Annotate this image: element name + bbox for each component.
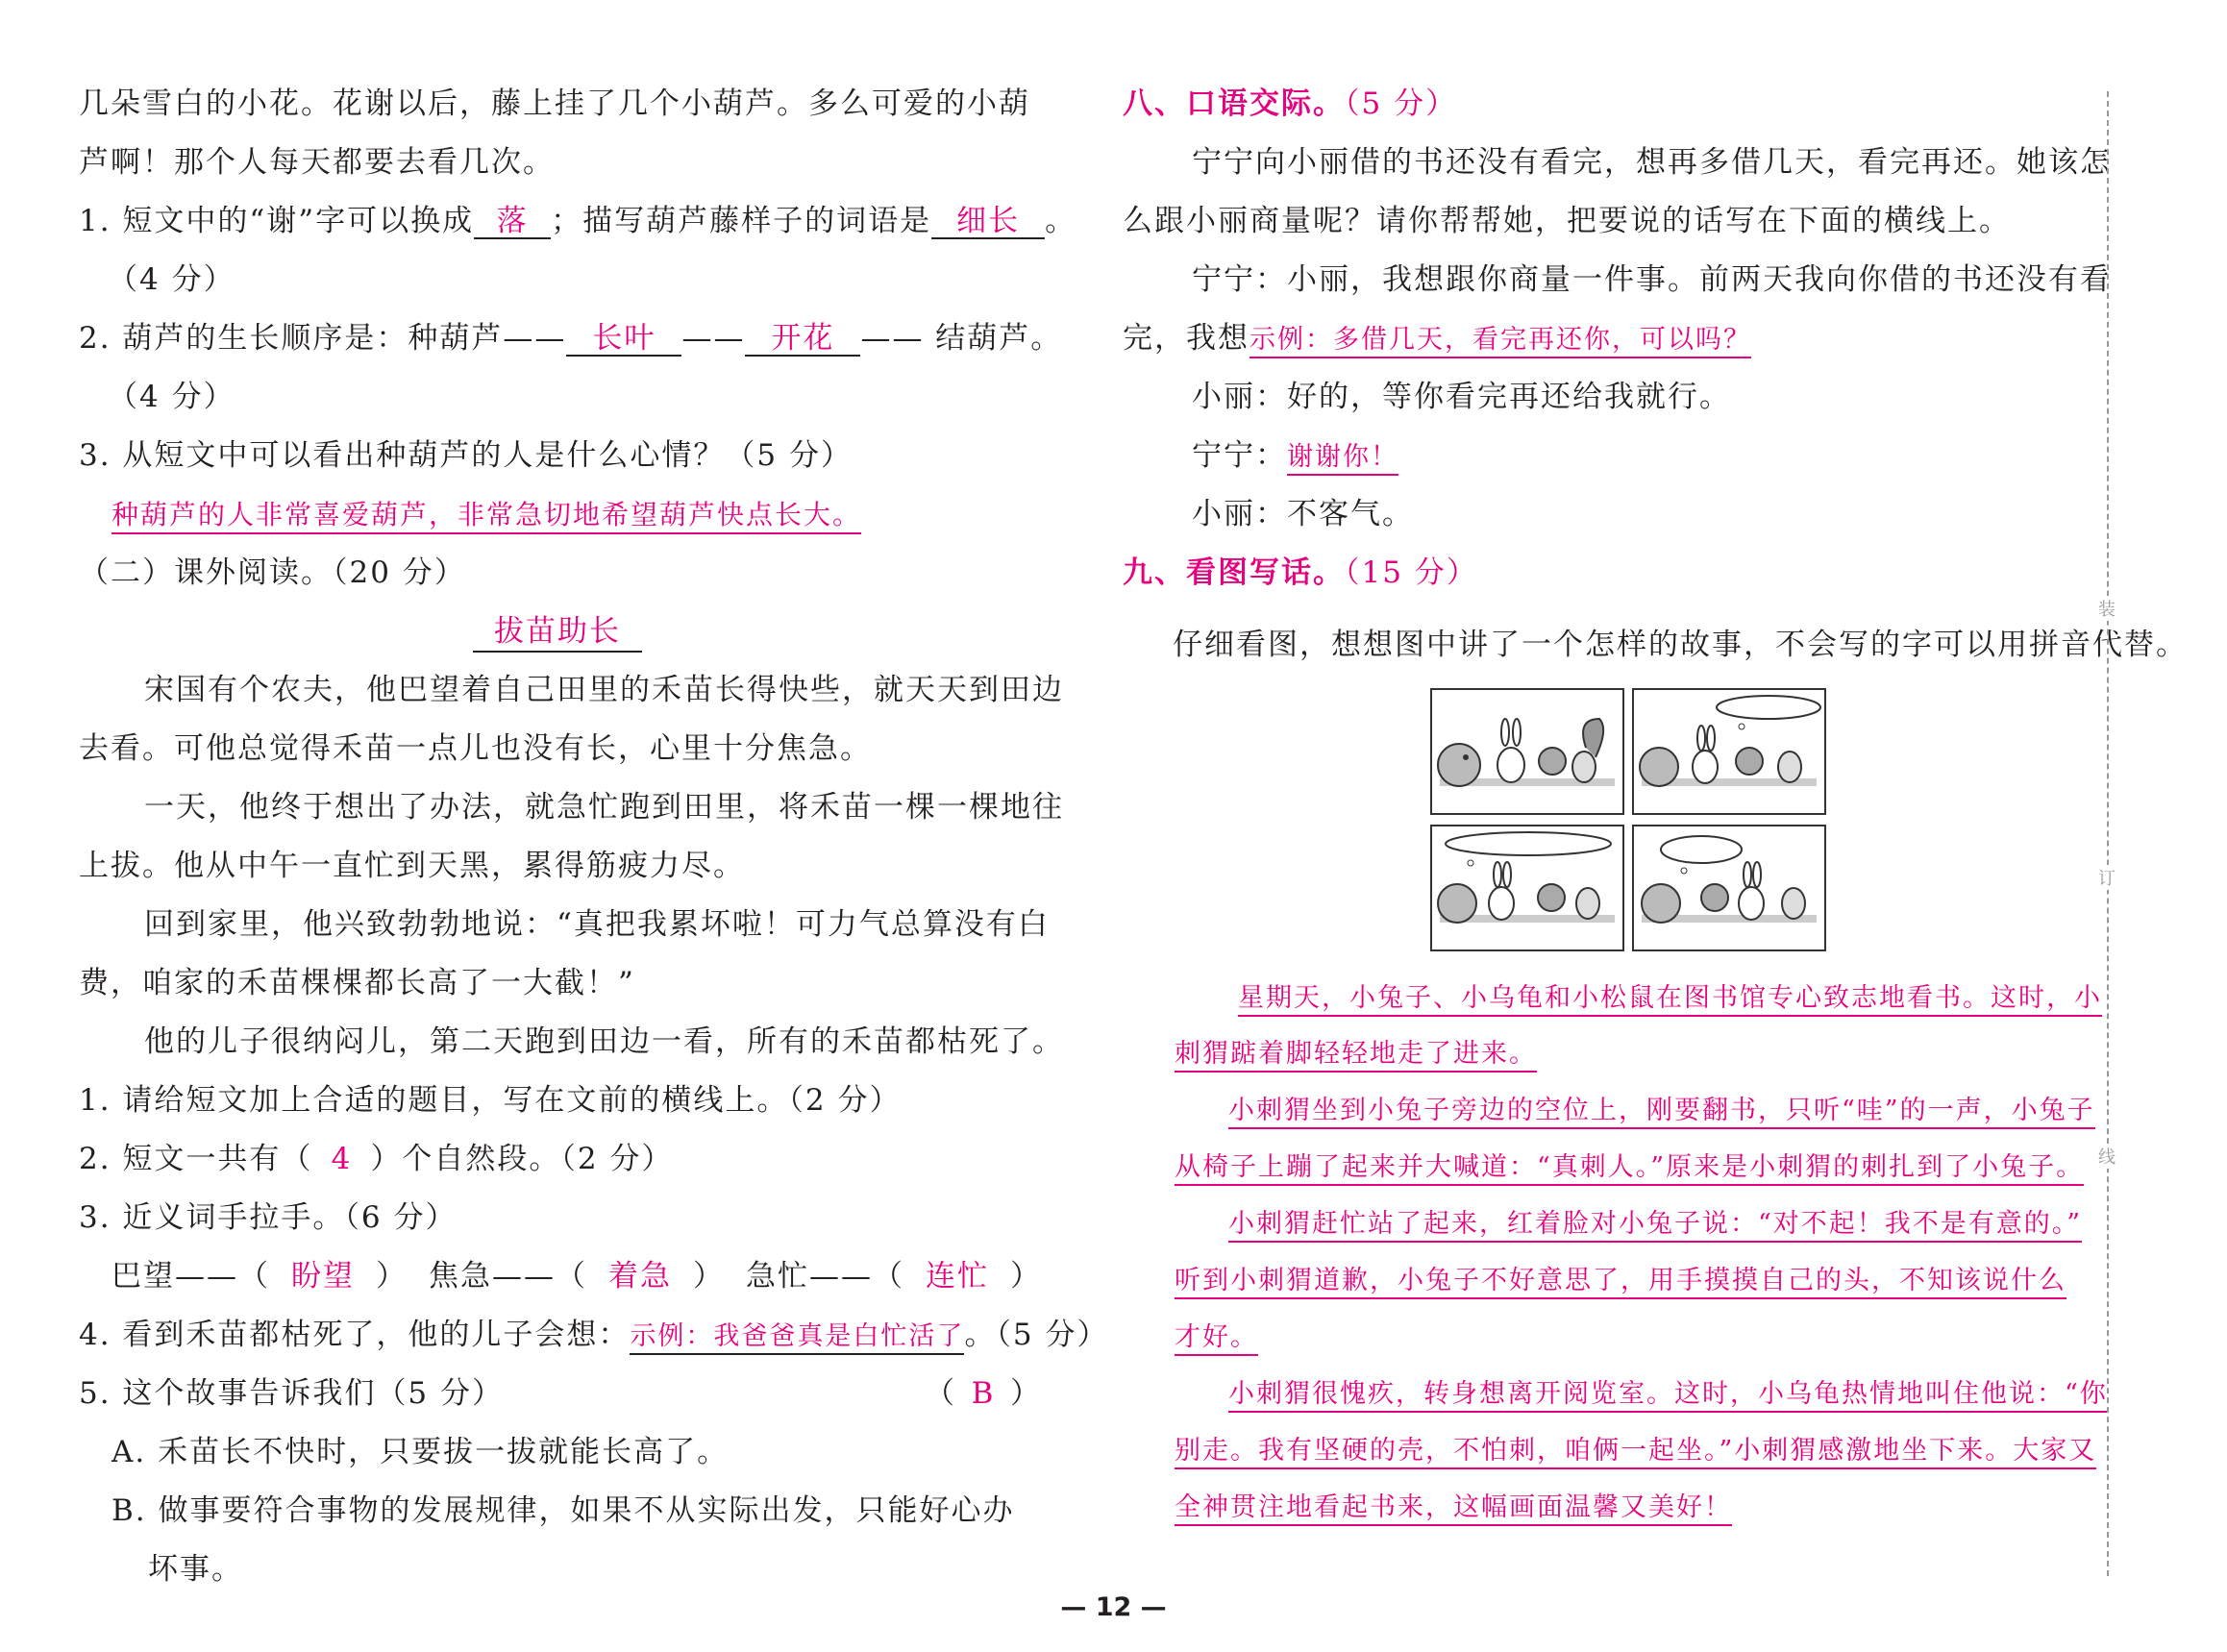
question: 1. 请给短文加上合适的题目，写在文前的横线上。（2 分） [79, 1083, 902, 1118]
dialogue-line: 完，我想示例：多借几天，看完再还你，可以吗？ [1123, 319, 1751, 359]
margin-char: 订 [2098, 865, 2116, 890]
writing-line: 才好。 [1175, 1317, 1258, 1357]
writing-line: 全神贯注地看起书来，这幅画面温馨又美好！ [1175, 1487, 1732, 1527]
writing-line: 小刺猬很愧疚，转身想离开阅览室。这时，小乌龟热情地叫住他说：“你 [1228, 1373, 2108, 1414]
option: A. 禾苗长不快时，只要拔一拔就能长高了。 [111, 1435, 730, 1469]
story-paragraph: 他的儿子很纳闷儿，第二天跑到田边一看，所有的禾苗都枯死了。 [144, 1024, 1064, 1059]
question-2: 2. 葫芦的生长顺序是：种葫芦—— 长叶 —— 开花 —— 结葫芦。 [79, 321, 1063, 356]
answer: 4 [331, 1142, 353, 1176]
writing-line: 小刺猬赶忙站了起来，红着脸对小兔子说：“对不起！我不是有意的。” [1228, 1203, 2082, 1244]
story-paragraph: 一天，他终于想出了办法，就急忙跑到田里，将禾苗一棵一棵地往 [144, 790, 1064, 825]
passage-line: 几朵雪白的小花。花谢以后，藤上挂了几个小葫芦。多么可爱的小葫 [79, 86, 1030, 121]
binding-cut-line [2107, 91, 2109, 1576]
comic-panel-4 [1632, 825, 1826, 951]
score: （4 分） [108, 262, 235, 297]
question: 2. 短文一共有（ 4 ）个自然段。（2 分） [79, 1142, 674, 1176]
writing-line: 刺猬踮着脚轻轻地走了进来。 [1175, 1033, 1537, 1073]
option: B. 做事要符合事物的发展规律，如果不从实际出发，只能好心办 [111, 1493, 1015, 1528]
writing-line: 别走。我有坚硬的壳，不怕刺，咱俩一起坐。”小刺猬感激地坐下来。大家又 [1175, 1430, 2096, 1470]
story-paragraph: 去看。可他总觉得禾苗一点儿也没有长，心里十分焦急。 [79, 731, 872, 766]
section-heading: 九、看图写话。（15 分） [1123, 555, 1478, 590]
answer: 连忙 [926, 1259, 989, 1294]
comic-panel-3 [1430, 825, 1624, 951]
writing-line: 星期天，小兔子、小乌龟和小松鼠在图书馆专心致志地看书。这时，小 [1238, 977, 2102, 1018]
story-paragraph: 费，咱家的禾苗棵棵都长高了一大截！” [79, 966, 635, 1000]
answer: 示例：多借几天，看完再还你，可以吗？ [1250, 325, 1751, 358]
section-heading: （二）课外阅读。（20 分） [79, 555, 466, 590]
story-paragraph: 回到家里，他兴致勃勃地说：“真把我累坏啦！可力气总算没有白 [144, 907, 1050, 942]
answer: B [971, 1376, 996, 1411]
question-1: 1. 短文中的“谢”字可以换成 落 ；描写葫芦藤样子的词语是 细长 。 [79, 204, 1077, 238]
answer-blank: 落 [474, 205, 551, 239]
story-paragraph: 宋国有个农夫，他巴望着自己田里的禾苗长得快些，就天天到田边 [144, 673, 1064, 707]
answer-line: 种葫芦的人非常喜爱葫芦，非常急切地希望葫芦快点长大。 [111, 495, 861, 534]
score: （4 分） [108, 380, 235, 414]
question: 3. 近义词手拉手。（6 分） [79, 1200, 458, 1235]
question: 5. 这个故事告诉我们（5 分） [79, 1376, 505, 1411]
writing-line: 从椅子上蹦了起来并大喊道：“真刺人。”原来是小刺猬的刺扎到了小兔子。 [1175, 1147, 2084, 1187]
option: 坏事。 [148, 1552, 243, 1587]
question-3: 3. 从短文中可以看出种葫芦的人是什么心情？（5 分） [79, 438, 854, 473]
choice-answer: （ B ） [925, 1376, 1042, 1411]
answer: 着急 [608, 1259, 672, 1294]
answer: 示例：我爸爸真是白忙活了 [630, 1321, 964, 1355]
writing-line: 听到小刺猬道歉，小兔子不好意思了，用手摸摸自己的头，不知该说什么 [1175, 1260, 2066, 1300]
answer-blank: 开花 [745, 322, 860, 357]
writing-line: 小刺猬坐到小兔子旁边的空位上，刚要翻书，只听“哇”的一声，小兔子 [1228, 1090, 2095, 1130]
prompt-line: 么跟小丽商量呢？请你帮帮她，把要说的话写在下面的横线上。 [1123, 204, 2011, 238]
passage-line: 芦啊！那个人每天都要去看几次。 [79, 145, 555, 180]
dialogue-line: 宁宁：谢谢你！ [1192, 436, 1398, 477]
prompt-line: 宁宁向小丽借的书还没有看完，想再多借几天，看完再还。她该怎 [1192, 145, 2112, 180]
answer-blank: 长叶 [566, 322, 681, 357]
prompt-line: 仔细看图，想想图中讲了一个怎样的故事，不会写的字可以用拼音代替。 [1173, 628, 2188, 662]
answer: 谢谢你！ [1287, 442, 1398, 476]
question: 4. 看到禾苗都枯死了，他的儿子会想：示例：我爸爸真是白忙活了。（5 分） [79, 1316, 1109, 1356]
dialogue-line: 小丽：好的，等你看完再还给我就行。 [1192, 380, 1731, 414]
answer-blank: 细长 [931, 205, 1045, 239]
comic-panel-1 [1430, 688, 1624, 815]
margin-char: 装 [2098, 596, 2116, 621]
page-number: — 12 — [1060, 1592, 1167, 1622]
margin-char: 线 [2098, 1144, 2116, 1169]
comic-illustration [1430, 688, 1826, 951]
comic-panel-2 [1632, 688, 1826, 815]
section-heading: 八、口语交际。（5 分） [1123, 86, 1458, 121]
dialogue-line: 小丽：不客气。 [1192, 497, 1414, 531]
story-paragraph: 上拔。他从中午一直忙到天黑，累得筋疲力尽。 [79, 849, 745, 883]
synonym-row: 巴望——（ 盼望 ） 焦急——（ 着急 ） 急忙——（ 连忙 ） [111, 1259, 1042, 1294]
story-title: 拔苗助长 [473, 612, 642, 653]
answer: 盼望 [291, 1259, 355, 1294]
dialogue-line: 宁宁：小丽，我想跟你商量一件事。前两天我向你借的书还没有看 [1192, 262, 2112, 297]
